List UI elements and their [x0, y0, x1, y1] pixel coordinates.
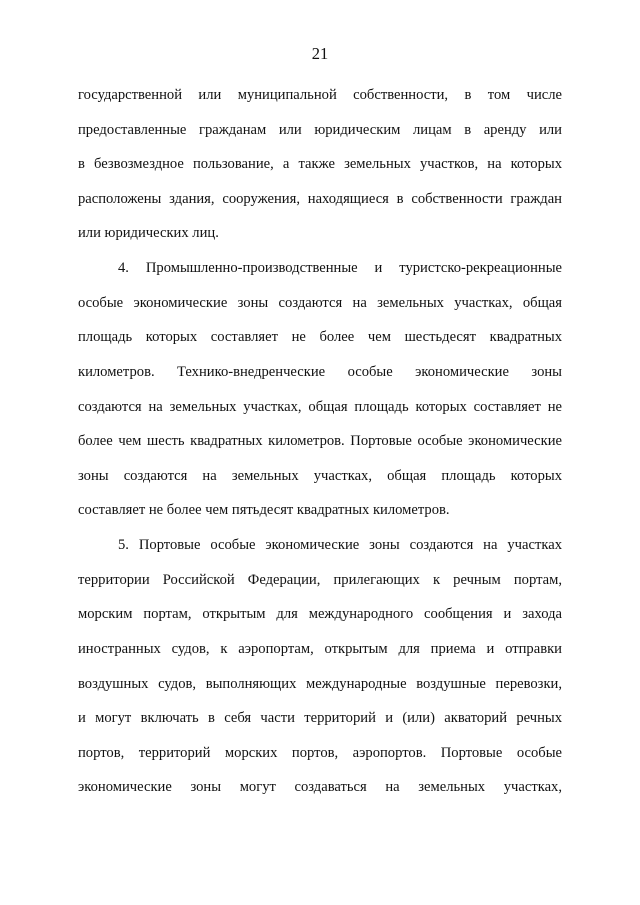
- paragraph-2-line-6: более чем шесть квадратных километров. Портовые особые экономические: [78, 433, 562, 449]
- paragraph-2-line-1: 4. Промышленно-производственные и туристско-рекреационные: [118, 260, 562, 276]
- paragraph-2-line-8: составляет не более чем пятьдесят квадратных километров.: [78, 502, 450, 518]
- paragraph-3-line-5: воздушных судов, выполняющих международные воздушные перевозки,: [78, 676, 562, 692]
- paragraph-2-line-5: создаются на земельных участках, общая площадь которых составляет не: [78, 399, 562, 415]
- paragraph-1-line-5: или юридических лиц.: [78, 225, 219, 241]
- paragraph-3-line-8: экономические зоны могут создаваться на земельных участках,: [78, 779, 562, 795]
- paragraph-3-line-7: портов, территорий морских портов, аэропортов. Портовые особые: [78, 745, 562, 761]
- paragraph-2-line-3: площадь которых составляет не более чем шестьдесят квадратных: [78, 329, 562, 345]
- paragraph-2-line-2: особые экономические зоны создаются на земельных участках, общая: [78, 295, 562, 311]
- paragraph-3-line-6: и могут включать в себя части территорий и (или) акваторий речных: [78, 710, 562, 726]
- paragraph-1-line-1: государственной или муниципальной собственности, в том числе: [78, 87, 562, 103]
- paragraph-3-line-3: морским портам, открытым для международного сообщения и захода: [78, 606, 562, 622]
- paragraph-1-line-3: в безвозмездное пользование, а также земельных участков, на которых: [78, 156, 562, 172]
- paragraph-1-line-2: предоставленные гражданам или юридическим лицам в аренду или: [78, 122, 562, 138]
- paragraph-2-line-7: зоны создаются на земельных участках, общая площадь которых: [78, 468, 562, 484]
- paragraph-1-line-4: расположены здания, сооружения, находящиеся в собственности граждан: [78, 191, 562, 207]
- paragraph-2-line-4: километров. Технико-внедренческие особые экономические зоны: [78, 364, 562, 380]
- paragraph-3-line-1: 5. Портовые особые экономические зоны создаются на участках: [118, 537, 562, 553]
- paragraph-3-line-2: территории Российской Федерации, прилегающих к речным портам,: [78, 572, 562, 588]
- paragraph-3-line-4: иностранных судов, к аэропортам, открытым для приема и отправки: [78, 641, 562, 657]
- page-number: 21: [311, 44, 329, 63]
